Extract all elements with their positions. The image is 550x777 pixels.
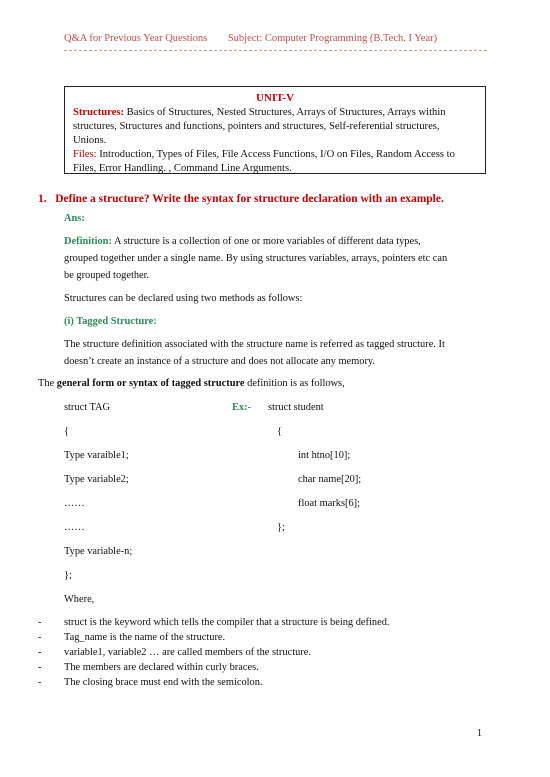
answer-label: Ans: <box>64 213 85 224</box>
question-text: Define a structure? Write the syntax for structure declaration with an example. <box>55 193 444 205</box>
bullet-dash: - <box>38 647 42 658</box>
example-line: int htno[10]; <box>298 450 351 461</box>
syntax-line: }; <box>64 570 72 581</box>
syntax-line: Type varaible1; <box>64 450 129 461</box>
structures-line-3 <box>73 134 106 148</box>
page-number: 1 <box>477 728 482 739</box>
syntax-line: struct TAG <box>64 402 111 413</box>
list-item <box>38 647 311 658</box>
definition-label: Definition: <box>64 236 112 247</box>
syntax-line: { <box>64 426 69 437</box>
example-label: Ex:- <box>232 402 252 413</box>
question-1-heading <box>38 193 444 205</box>
bullet-text: The members are declared within curly braces. <box>64 662 259 673</box>
two-methods-text: Structures can be declared using two methods as follows: <box>64 293 303 304</box>
syntax-line: Type variable2; <box>64 474 129 485</box>
files-label: Files: <box>73 149 97 160</box>
files-line-1 <box>73 148 455 162</box>
header-left-text: Q&A for Previous Year Questions <box>64 33 208 44</box>
general-form-post: definition is as follows, <box>244 378 345 389</box>
syntax-line: …… <box>64 498 85 509</box>
list-item <box>38 662 259 673</box>
general-form-pre: The <box>38 378 57 389</box>
tagged-line-1: The structure definition associated with the structure name is referred as tagged structure. It <box>64 339 445 350</box>
where-text: Where, <box>64 594 95 605</box>
example-line: }; <box>277 522 285 533</box>
unit-title: UNIT-V <box>255 92 295 104</box>
structures-text-1: Basics of Structures, Nested Structures, Arrays of Structures, Arrays within <box>124 107 446 118</box>
example-line: { <box>277 426 282 437</box>
header-divider <box>64 50 487 51</box>
structures-text-3: Unions. <box>73 135 107 146</box>
definition-text-1: A structure is a collection of one or more variables of different data types, <box>111 236 421 247</box>
files-text-1: Introduction, Types of Files, File Access Functions, I/O on Files, Random Access to <box>96 149 455 160</box>
bullet-dash: - <box>38 617 42 628</box>
bullet-text: Tag_name is the name of the structure. <box>64 632 226 643</box>
tagged-line-2: doesn’t create an instance of a structure and does not allocate any memory. <box>64 356 376 367</box>
structures-line-1 <box>73 106 446 120</box>
definition-line-1 <box>64 236 421 247</box>
bullet-dash: - <box>38 677 42 688</box>
bullet-dash: - <box>38 662 42 673</box>
list-item <box>38 617 390 628</box>
definition-line-3: be grouped together. <box>64 270 150 281</box>
structures-line-2: structures, Structures and functions, pointers and structures, Self-referential structures, <box>73 121 440 132</box>
example-line: char name[20]; <box>298 474 362 485</box>
syntax-line: …… <box>64 522 85 533</box>
tagged-structure-heading: (i) Tagged Structure: <box>64 316 157 327</box>
files-line-2: Files, Error Handling. , Command Line Arguments. <box>73 163 292 174</box>
definition-line-2: grouped together under a single name. By using structures variables, arrays, pointers etc can <box>64 253 448 264</box>
example-line: struct student <box>268 402 324 413</box>
bullet-text: The closing brace must end with the semicolon. <box>64 677 263 688</box>
bullet-text: variable1, variable2 … are called members of the structure. <box>64 647 311 658</box>
running-header <box>64 33 437 44</box>
structures-label: Structures: <box>73 107 124 118</box>
question-number: 1. <box>38 193 47 205</box>
syntax-line: Type variable-n; <box>64 546 133 557</box>
general-form-bold: general form or syntax of tagged structure <box>56 378 245 389</box>
example-line: float marks[6]; <box>298 498 361 509</box>
header-subject: Subject: Computer Programming (B.Tech. I Year) <box>227 33 438 44</box>
general-form-line <box>38 378 345 389</box>
list-item <box>38 632 226 643</box>
bullet-text: struct is the keyword which tells the compiler that a structure is being defined. <box>64 617 390 628</box>
list-item <box>38 677 263 688</box>
bullet-dash: - <box>38 632 42 643</box>
